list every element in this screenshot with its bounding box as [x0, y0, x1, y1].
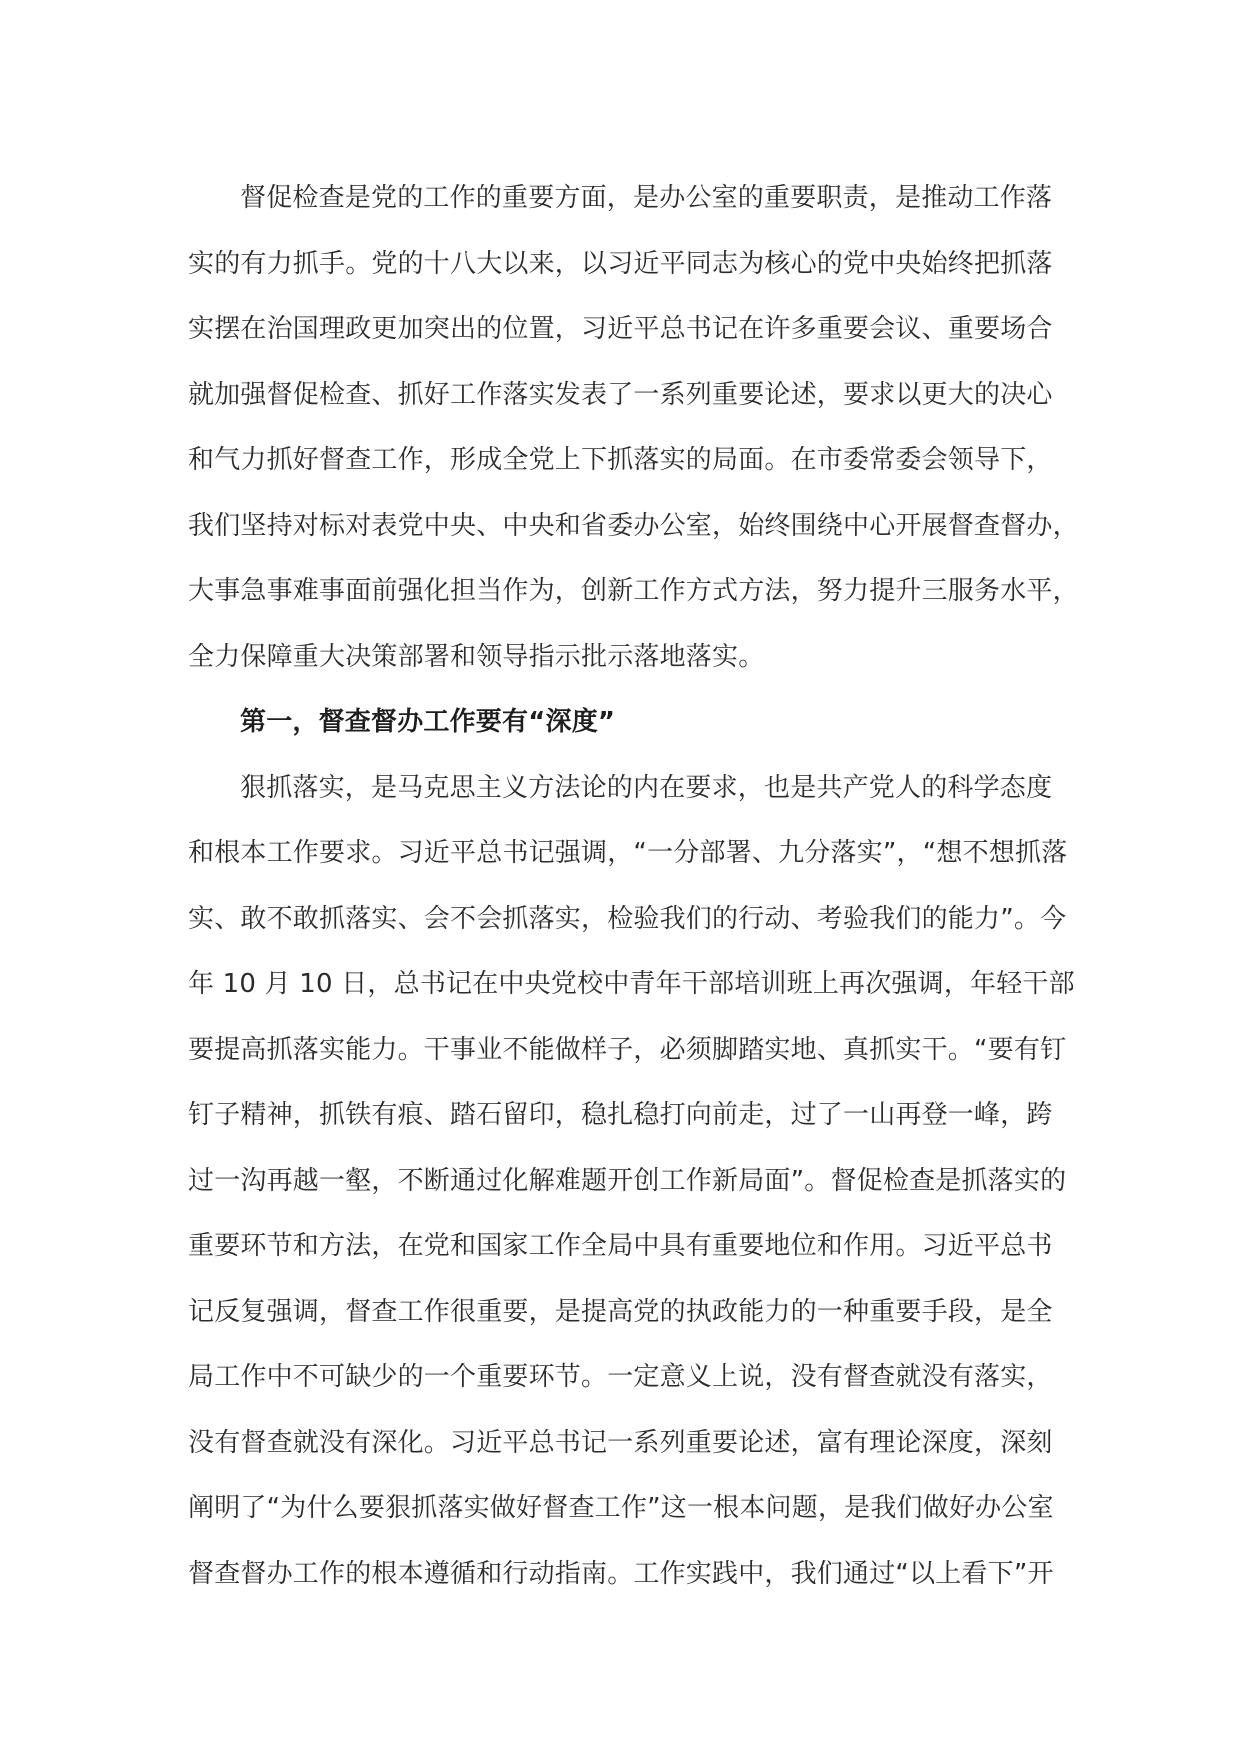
paragraph-intro	[188, 166, 1078, 690]
paragraph-line: 要提高抓落实能力。干事业不能做样子，必须脚踏实地、真抓实干。“要有钉	[188, 1034, 1067, 1065]
paragraph-line: 和气力抓好督查工作，形成全党上下抓落实的局面。在市委常委会领导下，	[188, 445, 1053, 475]
paragraph-line: 阐明了“为什么要狠抓落实做好督查工作”这一根本问题，是我们做好办公室	[188, 1493, 1054, 1523]
paragraph-line: 全力保障重大决策部署和领导指示批示落地落实。	[188, 641, 765, 672]
paragraph-line: 局工作中不可缺少的一个重要环节。一定意义上说，没有督查就没有落实，	[188, 1362, 1053, 1392]
paragraph-line: 就加强督促检查、抓好工作落实发表了一系列重要论述，要求以更大的决心	[188, 379, 1053, 410]
section-heading: 第一，督查督办工作要有“深度”	[240, 707, 616, 737]
paragraph-line: 狠抓落实，是马克思主义方法论的内在要求，也是共产党人的科学态度	[240, 772, 1053, 803]
document-page	[188, 166, 1078, 1607]
paragraph-line: 记反复强调，督查工作很重要，是提高党的执政能力的一种重要手段，是全	[188, 1296, 1053, 1327]
paragraph-line: 大事急事难事面前强化担当作为，创新工作方式方法，努力提升三服务水平，	[188, 576, 1079, 606]
paragraph-line: 过一沟再越一壑，不断通过化解难题开创工作新局面”。督促检查是抓落实的	[188, 1165, 1067, 1196]
paragraph-line: 实摆在治国理政更加突出的位置，习近平总书记在许多重要会议、重要场合	[188, 314, 1053, 344]
paragraph-line: 钉子精神，抓铁有痕、踏石留印，稳扎稳打向前走，过了一山再登一峰，跨	[188, 1100, 1053, 1130]
paragraph-line: 重要环节和方法，在党和国家工作全局中具有重要地位和作用。习近平总书	[188, 1231, 1053, 1261]
paragraph-line: 和根本工作要求。习近平总书记强调，“一分部署、九分落实”，“想不想抓落	[188, 838, 1068, 868]
paragraph-depth	[188, 756, 1078, 1608]
paragraph-line: 没有督查就没有深化。习近平总书记一系列重要论述，富有理论深度，深刻	[188, 1427, 1053, 1458]
paragraph-line: 督查督办工作的根本遵循和行动指南。工作实践中，我们通过“以上看下”开	[188, 1558, 1054, 1589]
paragraph-line: 年 10 月 10 日，总书记在中央党校中青年干部培训班上再次强调，年轻干部	[188, 969, 1075, 999]
paragraph-line: 我们坚持对标对表党中央、中央和省委办公室，始终围绕中心开展督查督办，	[188, 510, 1079, 541]
paragraph-line: 督促检查是党的工作的重要方面，是办公室的重要职责，是推动工作落	[240, 183, 1053, 213]
paragraph-line: 实的有力抓手。党的十八大以来，以习近平同志为核心的党中央始终把抓落	[188, 248, 1053, 279]
paragraph-line: 实、敢不敢抓落实、会不会抓落实，检验我们的行动、考验我们的能力”。今	[188, 903, 1067, 934]
